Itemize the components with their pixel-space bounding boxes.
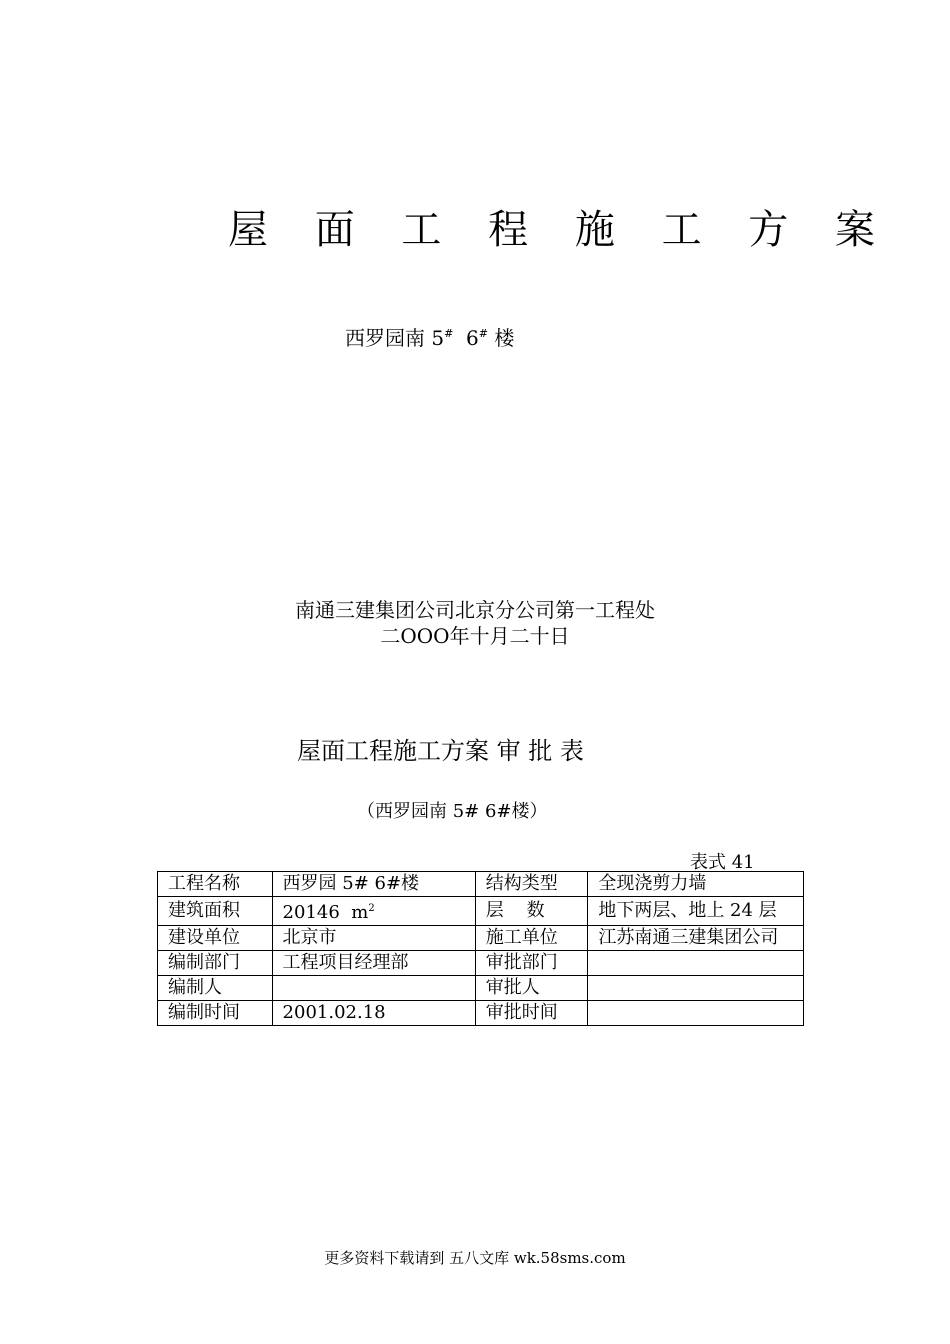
row-value: 西罗园 5# 6#楼: [272, 872, 475, 897]
table-row: [158, 926, 804, 951]
subtitle-sup-2: #: [478, 327, 488, 340]
approval-subtitle: （西罗园南 5# 6#楼）: [357, 801, 548, 822]
approval-title: 屋面工程施工方案 审 批 表: [297, 737, 584, 765]
row-value: 北京市: [272, 926, 475, 951]
area-value: 20146 m: [282, 902, 369, 923]
row-label: 编制人: [158, 976, 273, 1001]
row-label: 层 数: [475, 897, 588, 926]
row-label: 审批人: [475, 976, 588, 1001]
row-value: 江苏南通三建集团公司: [588, 926, 804, 951]
form-number: 表式 41: [690, 852, 755, 873]
table-row: [158, 897, 804, 926]
row-label: 审批部门: [475, 951, 588, 976]
row-value: 地下两层、地上 24 层: [588, 897, 804, 926]
area-unit-sup: 2: [368, 903, 375, 914]
footer-link-text: 更多资料下载请到 五八文库 wk.58sms.com: [324, 1249, 626, 1267]
table-row: [158, 976, 804, 1001]
table-row: [158, 872, 804, 897]
company-name: 南通三建集团公司北京分公司第一工程处: [295, 598, 655, 622]
row-label: 编制时间: [158, 1001, 273, 1026]
row-value: [272, 976, 475, 1001]
project-subtitle: [345, 322, 514, 351]
table-row: [158, 951, 804, 976]
row-label: 编制部门: [158, 951, 273, 976]
row-value: [588, 976, 804, 1001]
table-row: [158, 1001, 804, 1026]
subtitle-prefix: 西罗园南 5: [345, 326, 445, 350]
document-date: 二OOO年十月二十日: [380, 624, 570, 648]
row-value: [588, 1001, 804, 1026]
row-label: 施工单位: [475, 926, 588, 951]
row-label: 工程名称: [158, 872, 273, 897]
subtitle-mid: 6: [453, 326, 479, 350]
page-title: 屋 面 工 程 施 工 方 案: [228, 207, 893, 253]
approval-table: [157, 871, 804, 1026]
company-block: [0, 597, 950, 649]
row-label: 建筑面积: [158, 897, 273, 926]
row-label: 建设单位: [158, 926, 273, 951]
row-label: 审批时间: [475, 1001, 588, 1026]
row-label: 结构类型: [475, 872, 588, 897]
row-value: 2001.02.18: [272, 1001, 475, 1026]
row-value: [588, 951, 804, 976]
subtitle-suffix: 楼: [487, 326, 515, 350]
row-value: [272, 897, 475, 926]
row-value: 全现浇剪力墙: [588, 872, 804, 897]
subtitle-sup-1: #: [444, 327, 454, 340]
row-value: 工程项目经理部: [272, 951, 475, 976]
